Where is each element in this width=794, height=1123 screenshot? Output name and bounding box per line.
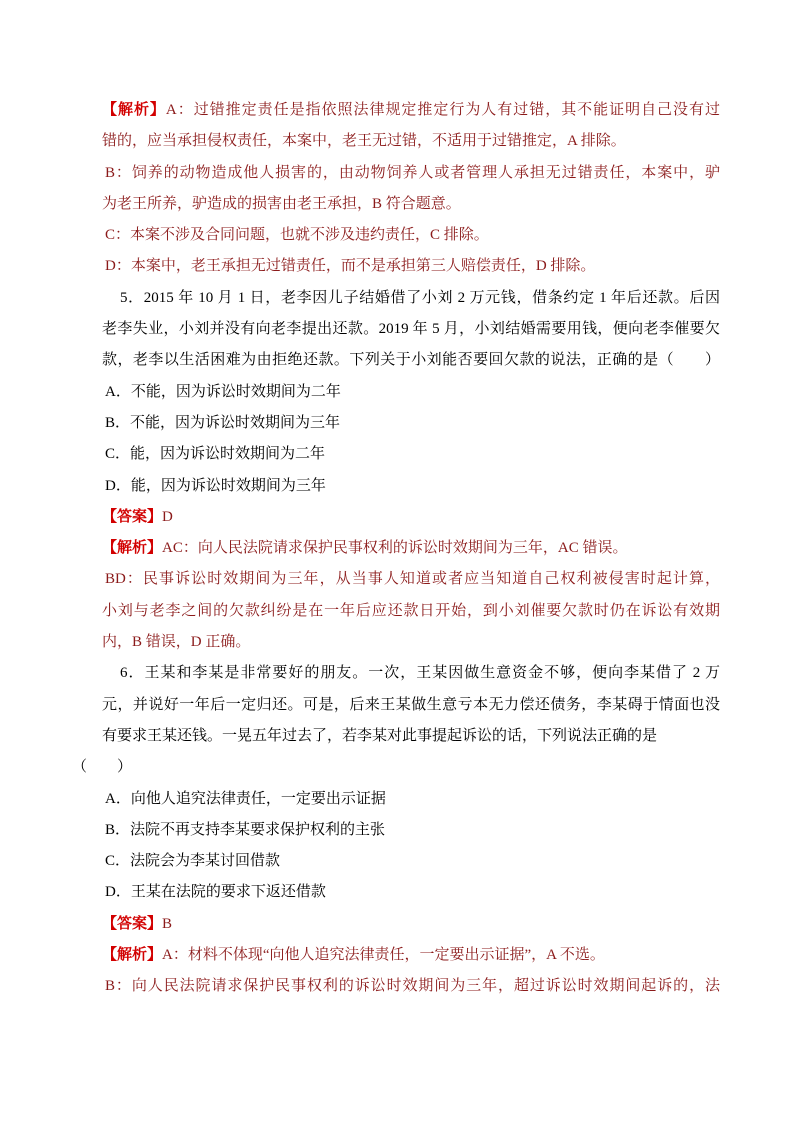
option-text: D．王某在法院的要求下返还借款 [105, 884, 326, 901]
question-stem-text: 款，老李以生活困难为由拒绝还款。下列关于小刘能否要回欠款的说法，正确的是（ ） [102, 352, 720, 369]
option-text: B．不能，因为诉讼时效期间为三年 [105, 414, 341, 431]
q6-stem-line [102, 721, 720, 752]
q6-answer-blank [72, 752, 690, 783]
q5-analysis-line [102, 627, 720, 658]
q5-analysis-line [102, 596, 720, 627]
q4-analysis-line [102, 95, 720, 126]
q5-option-c [102, 439, 720, 470]
analysis-text: AC：向人民法院请求保护民事权利的诉讼时效期间为三年，AC 错误。 [162, 540, 628, 557]
analysis-text: 为老王所养，驴造成的损害由老王承担，B 符合题意。 [102, 195, 461, 212]
analysis-text: BD：民事诉讼时效期间为三年，从当事人知道或者应当知道自己权利被侵害时起计算， [105, 571, 720, 588]
q6-option-c [102, 846, 720, 877]
analysis-label: 【解析】 [102, 540, 163, 557]
option-text: D．能，因为诉讼时效期间为三年 [105, 477, 326, 494]
q4-analysis-line [102, 251, 720, 282]
q6-option-d [102, 877, 720, 908]
q4-analysis-line [102, 220, 720, 251]
q5-analysis-line [102, 533, 720, 564]
answer-label: 【答案】 [102, 915, 163, 932]
option-text: B．法院不再支持李某要求保护权利的主张 [105, 821, 386, 838]
answer-value: B [162, 915, 173, 932]
question-stem-text: 5．2015 年 10 月 1 日，老李因儿子结婚借了小刘 2 万元钱，借条约定 1 年后还款。后因 [120, 289, 720, 306]
question-stem-text: 有要求王某还钱。一晃五年过去了，若李某对此事提起诉讼的话，下列说法正确的是 [102, 727, 658, 744]
analysis-text: B：饲养的动物造成他人损害的，由动物饲养人或者管理人承担无过错责任，本案中，驴 [105, 164, 720, 181]
q5-analysis-line [102, 564, 720, 595]
analysis-text: 错的，应当承担侵权责任，本案中，老王无过错，不适用于过错推定，A 排除。 [102, 133, 626, 150]
q5-stem-line [102, 345, 720, 376]
q4-analysis-line [102, 158, 720, 189]
q5-option-b [102, 408, 720, 439]
q6-option-b [102, 815, 720, 846]
q5-stem-line [102, 283, 720, 314]
q5-answer-line [102, 502, 720, 533]
q6-stem-line [102, 690, 720, 721]
answer-blank-parentheses: （ ） [72, 759, 133, 776]
q4-analysis-line [102, 189, 720, 220]
question-stem-text: 6．王某和李某是非常要好的朋友。一次，王某因做生意资金不够，便向李某借了 2 万 [120, 665, 720, 682]
answer-value: D [162, 508, 173, 525]
q5-option-d [102, 471, 720, 502]
q6-option-a [102, 784, 720, 815]
q5-stem-line [102, 314, 720, 345]
option-text: A．不能，因为诉讼时效期间为二年 [105, 383, 341, 400]
document-body [72, 95, 720, 1003]
analysis-text: A：过错推定责任是指依照法律规定推定行为人有过错，其不能证明自己没有过 [165, 102, 720, 118]
analysis-text: B：向人民法院请求保护民事权利的诉讼时效期间为三年，超过诉讼时效期间起诉的，法 [105, 978, 720, 995]
q6-answer-line [102, 909, 720, 940]
answer-label: 【答案】 [102, 508, 163, 525]
question-stem-text: 老李失业，小刘并没有向老李提出还款。2019 年 5 月，小刘结婚需要用钱，便向老李催要欠 [102, 321, 720, 338]
option-text: C．法院会为李某讨回借款 [105, 853, 281, 870]
analysis-text: A：材料不体现“向他人追究法律责任，一定要出示证据”，A 不选。 [162, 947, 605, 964]
q5-option-a [102, 377, 720, 408]
q6-analysis-line [102, 971, 720, 1002]
option-text: C．能，因为诉讼时效期间为二年 [105, 446, 326, 463]
q6-analysis-line [102, 940, 720, 971]
analysis-text: C：本案不涉及合同问题，也就不涉及违约责任，C 排除。 [105, 227, 489, 244]
analysis-text: 内，B 错误，D 正确。 [102, 634, 251, 651]
analysis-label: 【解析】 [102, 102, 166, 118]
option-text: A．向他人追究法律责任，一定要出示证据 [105, 790, 386, 807]
q6-stem-line [102, 658, 720, 689]
analysis-label: 【解析】 [102, 947, 163, 964]
analysis-text: 小刘与老李之间的欠款纠纷是在一年后应还款日开始，到小刘催要欠款时仍在诉讼有效期 [102, 602, 720, 619]
q4-analysis-line [102, 126, 720, 157]
question-stem-text: 元，并说好一年后一定归还。可是，后来王某做生意亏本无力偿还债务，李某碍于情面也没 [102, 696, 720, 713]
analysis-text: D：本案中，老王承担无过错责任，而不是承担第三人赔偿责任，D 排除。 [105, 258, 596, 275]
